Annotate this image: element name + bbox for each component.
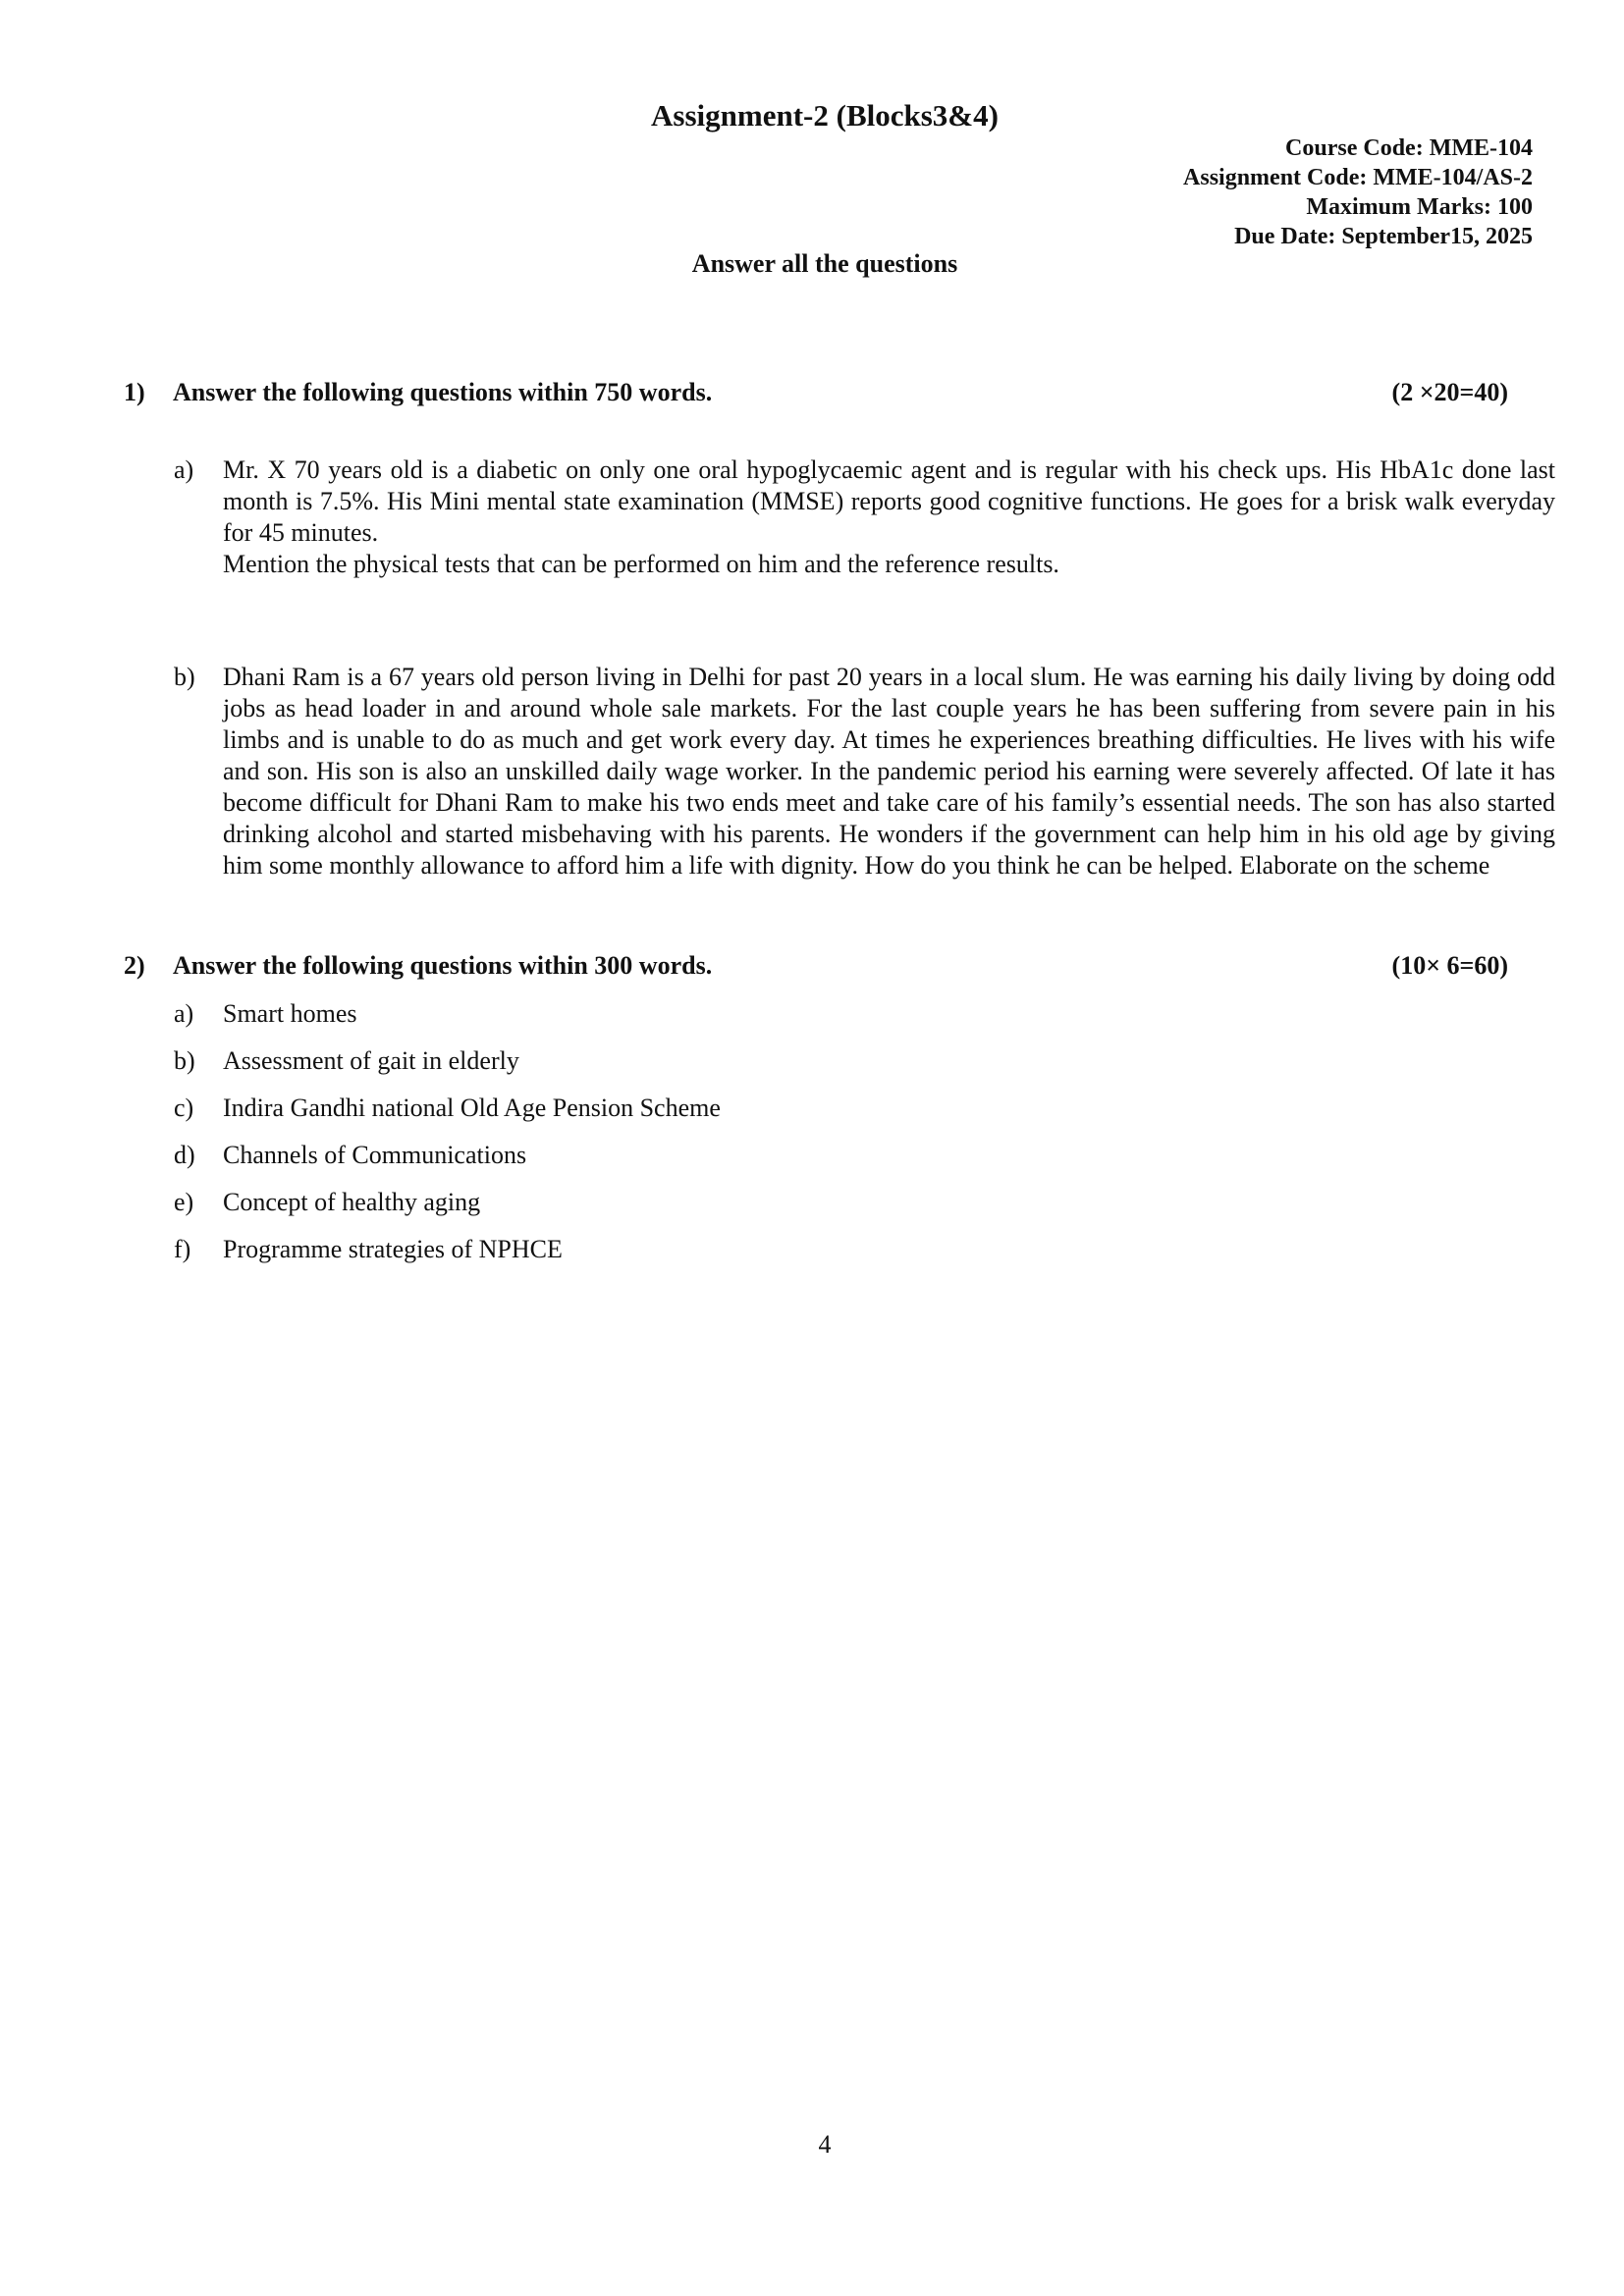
sub-question-prompt: Mention the physical tests that can be performed on him and the reference results. <box>223 550 1059 578</box>
question-marks: (10× 6=60) <box>1391 951 1508 980</box>
list-item: d) Channels of Communications <box>174 1141 527 1169</box>
assignment-meta <box>1183 133 1533 251</box>
list-item: c) Indira Gandhi national Old Age Pension Scheme <box>174 1094 721 1122</box>
document-title: Assignment-2 (Blocks3&4) <box>651 98 999 133</box>
question-heading-text: Answer the following questions within 300 words. <box>173 951 713 980</box>
assignment-code: Assignment Code: MME-104/AS-2 <box>1183 165 1533 190</box>
question-number: 2) <box>124 951 145 980</box>
list-item: f) Programme strategies of NPHCE <box>174 1235 563 1263</box>
sub-question-text: Mr. X 70 years old is a diabetic on only one oral hypoglycaemic agent and is regular with his check ups. His HbA1c done last month is 7.5%. His Mini mental state examination (MMSE) reports good cognitive functions. He goes for a brisk walk everyday for 45 minutes. <box>223 455 1555 547</box>
question-heading-text: Answer the following questions within 750 words. <box>173 378 713 406</box>
sub-question-label: a) <box>174 455 194 484</box>
course-code: Course Code: MME-104 <box>1285 135 1533 161</box>
page-number: 4 <box>818 2130 832 2159</box>
sub-question-text: Dhani Ram is a 67 years old person living in Delhi for past 20 years in a local slum. He was earning his daily living by doing odd jobs as head loader in and around whole sale markets. For the last couple years he has been suffering from severe pain in his limbs and is unable to do as much and get work every day. At times he experiences breathing difficulties. He lives with his wife and son. His son is also an unskilled daily wage worker. In the pandemic period his earning were severely affected. Of late it has become difficult for Dhani Ram to make his two ends meet and take care of his family’s essential needs. The son has also started drinking alcohol and started misbehaving with his parents. He wonders if the government can help him in his old age by giving him some monthly allowance to afford him a life with dignity. How do you think he can be helped. Elaborate on the scheme <box>223 663 1555 880</box>
sub-question-label: b) <box>174 663 195 691</box>
question-1b <box>174 662 1555 881</box>
maximum-marks: Maximum Marks: 100 <box>1306 194 1533 220</box>
instruction: Answer all the questions <box>691 249 958 278</box>
question-marks: (2 ×20=40) <box>1391 378 1508 406</box>
due-date: Due Date: September15, 2025 <box>1234 224 1533 249</box>
list-item: e) Concept of healthy aging <box>174 1188 481 1216</box>
list-item: a) Smart homes <box>174 999 357 1028</box>
list-item: b) Assessment of gait in elderly <box>174 1046 519 1075</box>
question-number: 1) <box>124 378 145 406</box>
question-1a <box>174 454 1555 580</box>
